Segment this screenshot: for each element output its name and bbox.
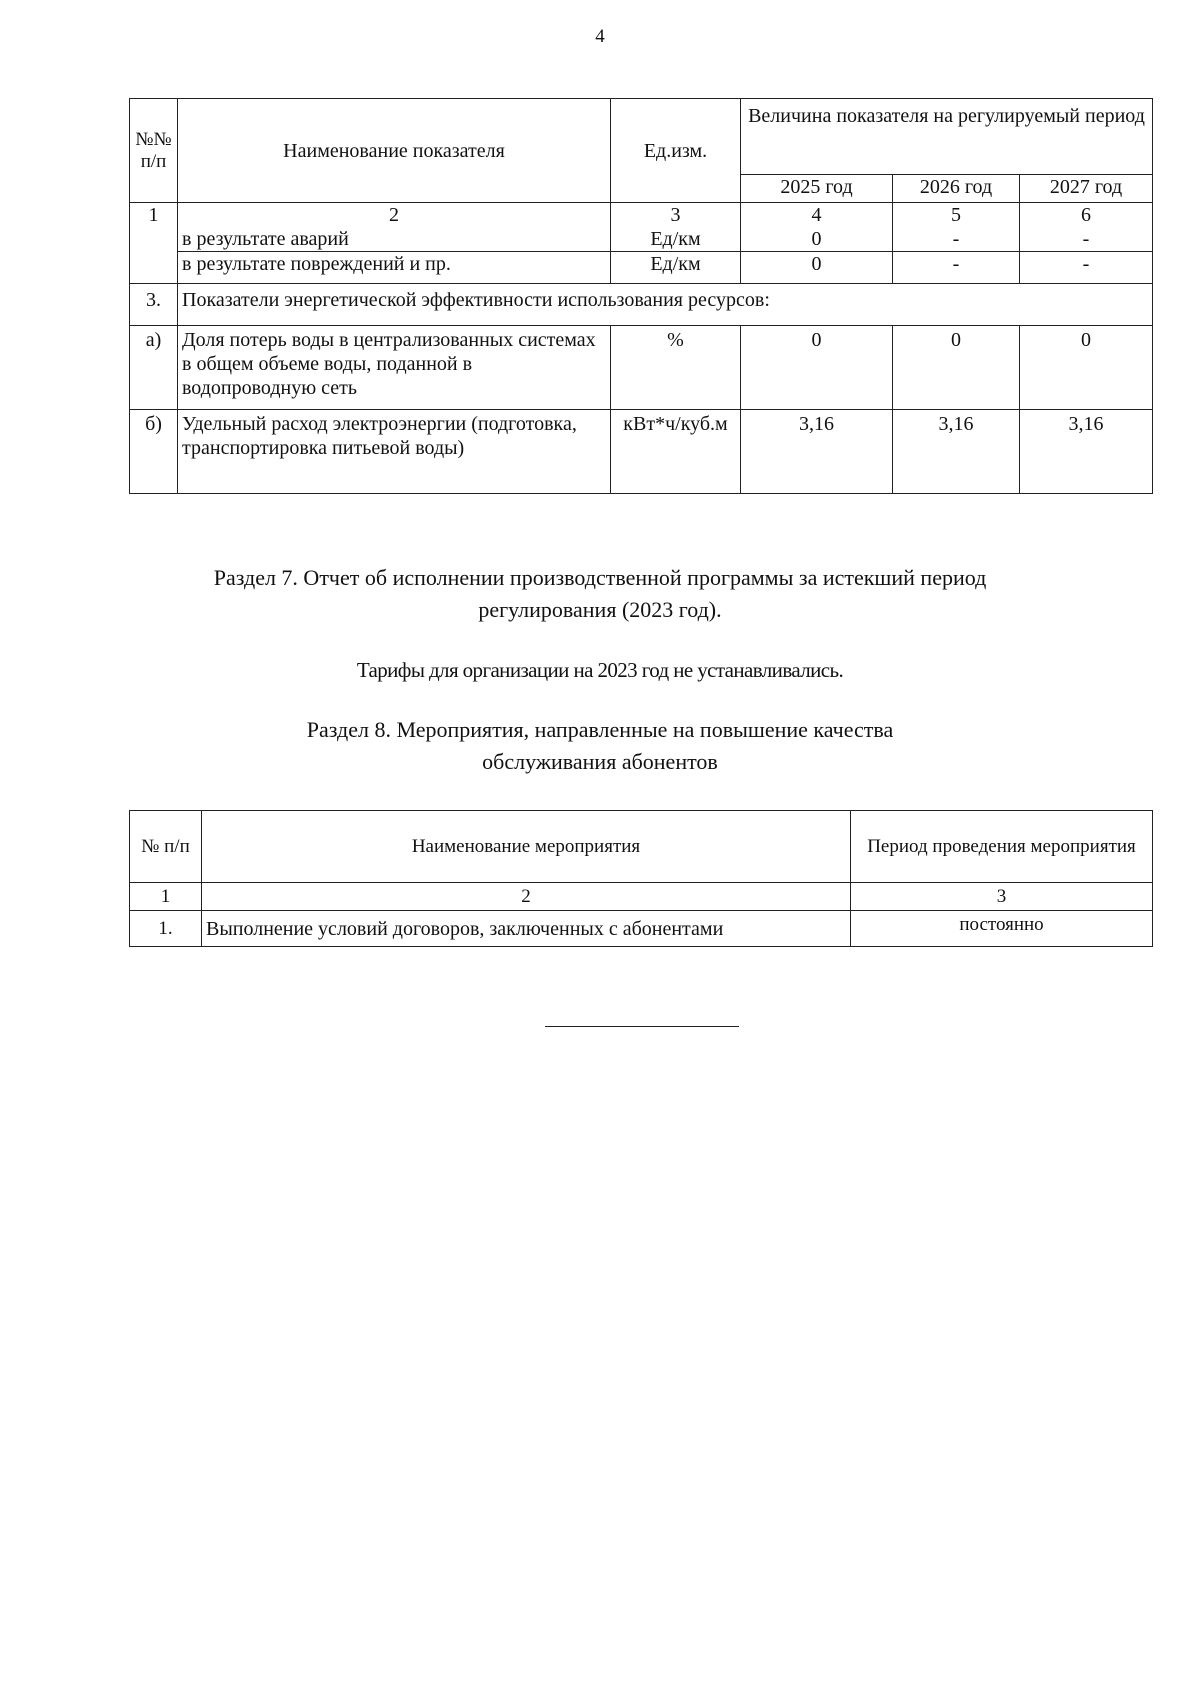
- row-unit: Ед/км: [611, 252, 741, 284]
- header-unit: Ед.изм.: [611, 99, 741, 203]
- section8-title-line2: обслуживания абонентов: [482, 749, 718, 774]
- row-value: -: [1020, 252, 1153, 284]
- table-row: [130, 410, 1153, 494]
- table-cell: [741, 203, 893, 252]
- row-num: б): [130, 410, 178, 494]
- header-name: Наименование показателя: [178, 99, 611, 203]
- column-number: 2: [389, 204, 399, 226]
- section-text: Показатели энергетической эффективности использования ресурсов:: [178, 284, 1153, 326]
- table-row: [130, 911, 1153, 947]
- table-cell: [611, 203, 741, 252]
- row-num: 1.: [130, 911, 202, 947]
- column-number: 4: [811, 204, 822, 226]
- header-year: 2025 год: [741, 175, 893, 203]
- row-name: в результате аварий: [182, 228, 349, 250]
- row-unit: %: [611, 326, 741, 410]
- row-value: -: [1082, 228, 1090, 250]
- row-name: Удельный расход электроэнергии (подготовка, транспортировка питьевой воды): [178, 410, 611, 494]
- row-value: 0: [1020, 326, 1153, 410]
- table-row: [130, 326, 1153, 410]
- row-value: 3,16: [1020, 410, 1153, 494]
- table-header-row: [130, 811, 1153, 883]
- indicators-table: [129, 98, 1153, 494]
- header-num: №№ п/п: [130, 99, 178, 203]
- header-year: 2027 год: [1020, 175, 1153, 203]
- section7-title-line2: регулирования (2023 год).: [478, 597, 722, 622]
- column-number: 1: [130, 203, 178, 284]
- column-number: 5: [951, 204, 961, 226]
- page-number: 4: [595, 26, 605, 47]
- row-value: 0: [811, 228, 822, 250]
- row-value: 0: [741, 326, 893, 410]
- row-value: 0: [893, 326, 1020, 410]
- row-name: Выполнение условий договоров, заключенных с абонентами: [202, 911, 851, 947]
- column-numbers-row: [130, 883, 1153, 911]
- table-cell: [1020, 203, 1153, 252]
- column-number: 2: [202, 883, 851, 911]
- column-number: 3: [670, 204, 681, 226]
- column-numbers-row: [130, 203, 1153, 252]
- row-value: 3,16: [893, 410, 1020, 494]
- column-number: 6: [1081, 204, 1091, 226]
- table-header-row: [130, 99, 1153, 175]
- row-period: постоянно: [851, 911, 1153, 947]
- row-unit: кВт*ч/куб.м: [611, 410, 741, 494]
- row-unit: Ед/км: [650, 228, 701, 250]
- row-name: Доля потерь воды в централизованных системах в общем объеме воды, поданной в водопроводную сеть: [178, 326, 611, 410]
- table-cell: [893, 203, 1020, 252]
- section-row: [130, 284, 1153, 326]
- row-value: 0: [741, 252, 893, 284]
- table-cell: [178, 203, 611, 252]
- column-number: 3: [851, 883, 1153, 911]
- header-name: Наименование мероприятия: [202, 811, 851, 883]
- section-num: 3.: [130, 284, 178, 326]
- row-name: в результате повреждений и пр.: [178, 252, 611, 284]
- row-value: -: [952, 228, 960, 250]
- measures-table: [129, 810, 1153, 947]
- section7-title-line1: Раздел 7. Отчет об исполнении производственной программы за истекший период: [213, 565, 987, 590]
- header-period: Период проведения мероприятия: [851, 811, 1153, 883]
- row-num: а): [130, 326, 178, 410]
- row-value: -: [893, 252, 1020, 284]
- header-period-group: Величина показателя на регулируемый период: [741, 99, 1153, 175]
- header-year: 2026 год: [893, 175, 1020, 203]
- table-row: [130, 252, 1153, 284]
- header-num: № п/п: [130, 811, 202, 883]
- end-divider: [545, 1026, 739, 1027]
- section8-title-line1: Раздел 8. Мероприятия, направленные на повышение качества: [306, 717, 894, 742]
- row-value: 3,16: [741, 410, 893, 494]
- section7-note: Тарифы для организации на 2023 год не устанавливались.: [356, 658, 844, 682]
- column-number: 1: [130, 883, 202, 911]
